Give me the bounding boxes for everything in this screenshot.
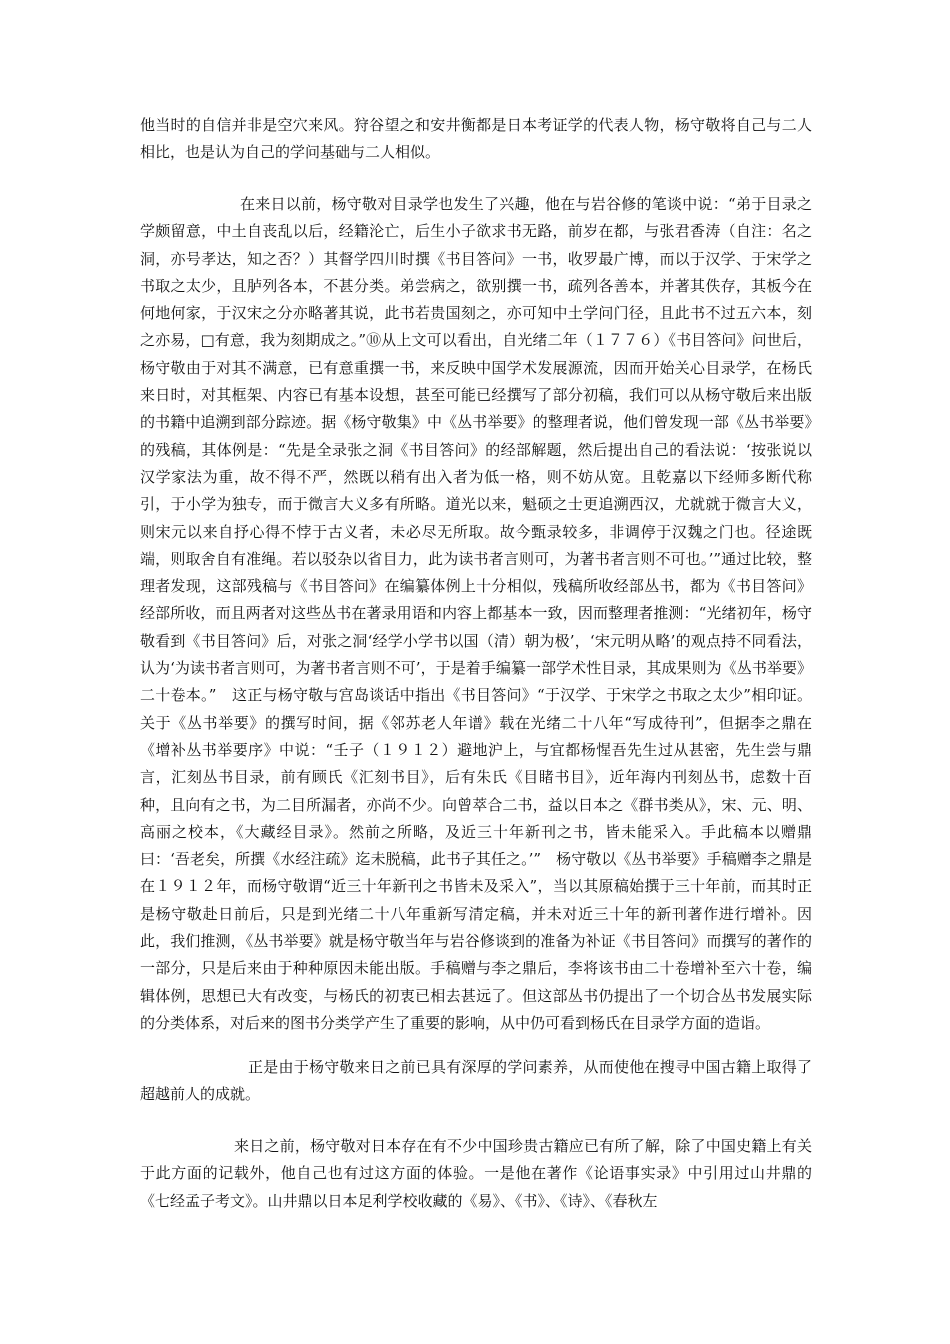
paragraph-2: 在来日以前，杨守敬对目录学也发生了兴趣，他在与岩谷修的笔谈中说：“弟于目录之学颇留意，中土自丧乱以后，经籍沦亡，后生小子欲求书无路，前岁在都，与张君香涛（自注：名之洞，亦号孝达，知之否？）其督学四川时撰《书目答问》一书，收罗最广博，而以于汉学、于宋学之书取之太少，且胪列各本，不甚分类。弟尝病之，欲别撰一书，疏列各善本，并著其佚存，其板今在何地何家，于汉宋之分亦略著其说，此书若贵国刻之，亦可知中土学问门径，且此书不过五六本，刻之亦易，□有意，我为刻期成之。”⑩从上文可以看出，自光绪二年（１７７６）《书目答问》问世后，杨守敬由于对其不满意，已有意重撰一书，来反映中国学术发展源流，因而开始关心目录学，在杨氏来日时，对其框架、内容已有基本设想，甚至可能已经撰写了部分初稿，我们可以从杨守敬后来出版的书籍中追溯到部分踪迹。据《杨守敬集》中《丛书举要》的整理者说，他们曾发现一部《丛书举要》的残稿，其体例是：“先是全录张之洞《书目答问》的经部解题，然后提出自己的看法说：‘按张说以汉学家法为重，故不得不严，然既以稍有出入者为低一格，则不妨从宽。且乾嘉以下经师多断代称引，于小学为独专，而于微言大义多有所略。道光以来，魁硕之士更追溯西汉，尤就就于微言大义，则宋元以来自抒心得不悖于古义者，未必尽无所取。故今甄录较多，非调停于汉魏之门也。径途既端，则取舍自有准绳。若以驳杂以省目力，此为读书者言则可，为著书者言则不可也。’”通过比较，整理者发现，这部残稿与《书目答问》在编纂体例上十分相似，残稿所收经部丛书，都为《书目答问》经部所收，而且两者对这些丛书在著录用语和内容上都基本一致，因而整理者推测：“光绪初年，杨守敬看到《书目答问》后，对张之洞‘经学小学书以国（清）朝为极’，‘宋元明从略’的观点持不同看法，认为‘为读书者言则可，为著书者言则不可’，于是着手编纂一部学术性目录，其成果则为《丛书举要》二十卷本。” 这正与杨守敬与宫岛谈话中指出《书目答问》“于汉学、于宋学之书取之太少”相印证。关于《丛书举要》的撰写时间，据《邻苏老人年谱》载在光绪二十八年“写成待刊”，但据李之鼎在《增补丛书举要序》中说：“壬子（１９１２）避地沪上，与宜都杨惺吾先生过从甚密，先生尝与鼎言，汇刻丛书目录，前有顾氏《汇刻书目》，后有朱氏《目睹书目》，近年海内刊刻丛书，虑数十百种，且向有之书，为二目所漏者，亦尚不少。向曾萃合二书，益以日本之《群书类从》，宋、元、明、高丽之校本，《大藏经目录》。然前之所略，及近三十年新刊之书，皆未能采入。手此稿本以赠鼎曰：‘吾老矣，所撰《水经注疏》迄未脱稿，此书子其任之。’” 杨守敬以《丛书举要》手稿赠李之鼎是在１９１２年，而杨守敬谓“近三十年新刊之书皆未及采入”，当以其原稿始撰于三十年前，而其时正是杨守敬赴日前后，只是到光绪二十八年重新写清定稿，并未对近三十年的新刊著作进行增补。因此，我们推测，《丛书举要》就是杨守敬当年与岩谷修谈到的准备为补证《书目答问》而撰写的著作的一部分，只是后来由于种种原因未能出版。手稿赠与李之鼎后，李将该书由二十卷增补至六十卷，编辑体例，思想已大有改变，与杨氏的初衷已相去甚远了。但这部丛书仍提出了一个切合丛书发展实际的分类体系，对后来的图书分类学产生了重要的影响，从中仍可看到杨氏在目录学方面的造诣。 bbox=[140, 195, 812, 1032]
paragraph-1: 他当时的自信并非是空穴来风。狩谷望之和安井衡都是日本考证学的代表人物，杨守敬将自己与二人相比，也是认为自己的学问基础与二人相似。 bbox=[140, 116, 812, 162]
paragraph-3: 正是由于杨守敬来日之前已具有深厚的学问素养，从而使他在搜寻中国古籍上取得了超越前人的成就。 bbox=[140, 1058, 812, 1104]
paragraph-4: 来日之前，杨守敬对日本存在有不少中国珍贵古籍应已有所了解，除了中国史籍上有关于此方面的记载外，他自己也有过这方面的体验。一是他在著作《论语事实录》中引用过山井鼎的《七经孟子考文》。山井鼎以日本足利学校收藏的《易》、《书》、《诗》、《春秋左 bbox=[140, 1137, 812, 1210]
